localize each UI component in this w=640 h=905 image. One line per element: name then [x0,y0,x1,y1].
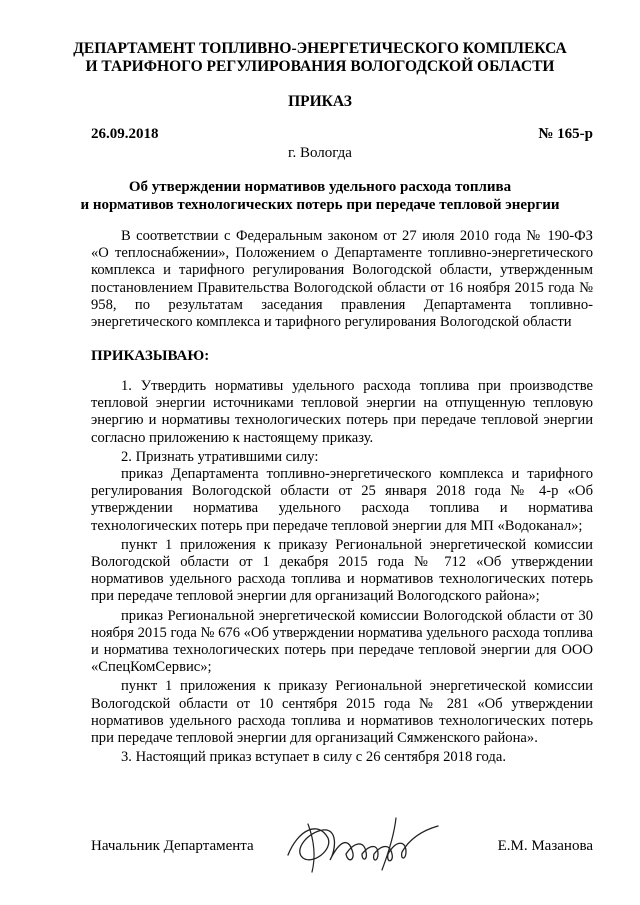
handwritten-signature [278,810,448,880]
order-number: № 165-р [538,126,593,142]
order-item: 3. Настоящий приказ вступает в силу с 26 сентября 2018 года. [121,749,506,766]
signatory-name: Е.М. Мазанова [497,838,593,854]
preamble-paragraph: В соответствии с Федеральным законом от 27 июля 2010 года № 190-ФЗ «О теплоснабжении», Положением о Департаменте топливно-энергетического комплекса и тарифного регулирования Вологодской области, утвержденным постановлением Правительства Вологодской области от 16 ноября 2015 года № 958, по результатам заседания правления Департамента топливно-энергетического комплекса и тарифного регулирования Вологодской области [91,228,593,331]
organization-name [60,40,580,76]
order-date: 26.09.2018 [91,126,159,142]
subject-line-1: Об утверждении нормативов удельного расхода топлива [128,179,512,195]
order-items [91,378,593,768]
order-item: 1. Утвердить нормативы удельного расхода топлива при производстве тепловой энергии источниками тепловой энергии на отпущенную тепловую энергию и нормативы технологических потерь при передаче тепловой энергии согласно приложению к настоящему приказу. [91,378,593,446]
order-item: приказ Региональной энергетической комиссии Вологодской области от 30 ноября 2015 года № 676 «Об утверждении норматива удельного расхода топлива и норматива технологических потерь при передаче тепловой энергии для ООО «СпецКомСервис»; [91,607,593,676]
order-item: пункт 1 приложения к приказу Региональной энергетической комиссии Вологодской области от 10 сентября 2015 года № 281 «Об утверждении нормативов удельного расхода топлива и нормативов технологических потерь при передаче тепловой энергии для организаций Сямженского района». [91,678,593,747]
order-subject [60,178,580,214]
signatory-position: Начальник Департамента [91,838,254,854]
order-item: пункт 1 приложения к приказу Региональной энергетической комиссии Вологодской области от 1 декабря 2015 года № 712 «Об утверждении нормативов удельного расхода топлива и нормативов технологических потерь при передаче тепловой энергии для организаций Вологодского района»; [91,536,593,605]
organization-line-2: И ТАРИФНОГО РЕГУЛИРОВАНИЯ ВОЛОГОДСКОЙ ОБЛАСТИ [85,58,555,75]
subject-line-2: и нормативов технологических потерь при передаче тепловой энергии [80,197,560,213]
document-type: ПРИКАЗ [288,93,352,110]
order-city: г. Вологда [288,145,352,161]
organization-line-1: ДЕПАРТАМЕНТ ТОПЛИВНО-ЭНЕРГЕТИЧЕСКОГО КОМПЛЕКСА [73,40,567,57]
order-item: 2. Признать утратившими силу: [121,448,319,465]
directive-heading: ПРИКАЗЫВАЮ: [91,348,210,364]
order-item: приказ Департамента топливно-энергетического комплекса и тарифного регулирования Вологодской области от 25 января 2018 года № 4-р «Об утверждении норматива удельного расхода топлива и норматива технологических потерь при передаче тепловой энергии для МП «Водоканал»; [91,466,593,534]
